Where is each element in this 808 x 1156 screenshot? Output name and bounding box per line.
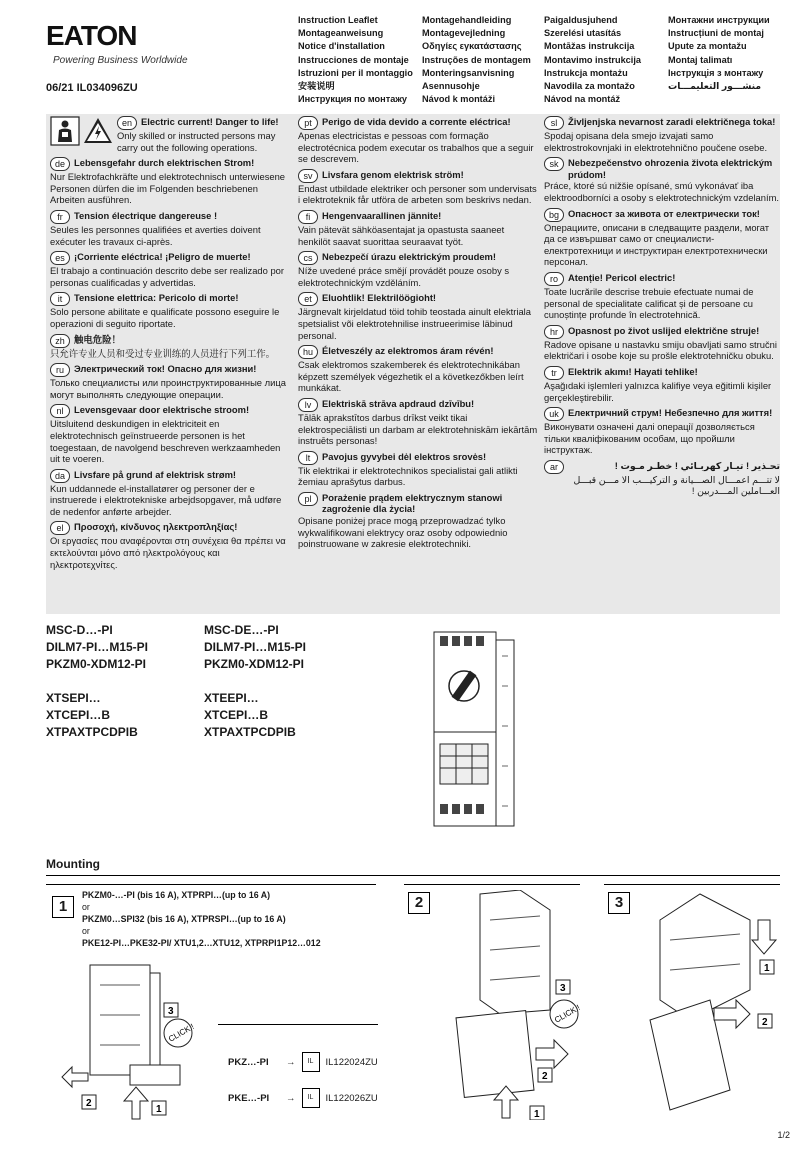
- warning-cs: cs Nebezpečí úrazu elektrickým proudem! Níže uvedené práce smějí provádět pouze osoby s elektrotechnickým vzděláním.: [298, 251, 510, 288]
- arrow-right-icon: →: [286, 1092, 296, 1104]
- qualified-person-icon: [50, 116, 80, 146]
- warning-ar: ar تحـذير ! تيـار كهربـائي ! خطـر مـوت ! لا تتـــم اعمـــال الصـــيانة و التركيـــب الا مـــن قبـــل العـــاملين المـــدربين !: [544, 460, 780, 497]
- warning-column-2: [298, 116, 538, 554]
- step-1-number: 1: [52, 896, 74, 918]
- warning-da: da Livsfare på grund af elektrisk strøm! Kun uddannede el-installatører og personer der e instruerede i elektrotekniske arbejdsopgaver, må udføre de nedenfor anførte arbejder.: [50, 468, 282, 517]
- mounting-section-title: Mounting: [46, 857, 100, 871]
- warning-el: el Προσοχή, κίνδυνος ηλεκτροπληξίας! Οι εργασίες που αναφέρονται στη συνέχεια θα πρέπει να εκτελούνται μόνο από ηλεκτρολόγους και ηλεκτροτεχνίτες.: [50, 521, 286, 570]
- warning-column-3: [544, 116, 780, 501]
- eaton-logo: [46, 22, 150, 48]
- step-2-number: 2: [408, 892, 430, 914]
- step-1-illustration: [60, 955, 200, 1120]
- reference-pke: PKE…-PI → IL IL122026ZU: [228, 1088, 378, 1108]
- warning-column-1: [50, 116, 288, 574]
- svg-text:EATON: EATON: [46, 22, 137, 48]
- svg-text:1: 1: [764, 963, 770, 974]
- step-1-rule: [46, 884, 376, 885]
- svg-text:3: 3: [168, 1006, 174, 1017]
- svg-text:2: 2: [762, 1017, 768, 1028]
- warning-fi: fi Hengenvaarallinen jännite! Vain pätevät sähköasentajat ja opastusta saaneet henkilöt saavat suorittaa seuraavat työt.: [298, 209, 505, 247]
- page-number: 1/2: [777, 1130, 790, 1140]
- warning-ro: ro Atenție! Pericol electric! Toate lucrările descrise trebuie efectuate numai de personal de specialitate calificat și de persoane cu cunoștințe profunde în electrotehnică.: [544, 271, 754, 321]
- warning-en: en Electric current! Danger to life! Only skilled or instructed persons may carry out the following operations.: [50, 116, 288, 153]
- step-1-conditions: PKZM0-…-PI (bis 16 A), XTPRPI…(up to 16 A) or PKZM0…SPI32 (bis 16 A), XTPRSPI…(up to 16 A) or PKE12-PI…PKE32-PI/ XTU1,2…XTU12, XTPRPI1P12…012: [82, 890, 321, 948]
- svg-text:CLICK !: CLICK !: [166, 1021, 196, 1044]
- warning-bg: bg Опасност за живота от електрически ток! Операциите, описани в следващите раздели, могат да се извършват само от специалисти-електротехници и инструктиран електротехнически персонал.: [544, 207, 770, 268]
- title-column-4: Монтажни инструкции Instrucțiuni de montaj Upute za montažu Montaj talimatı Інструкція з монтажу منشـــور التعليمـــات: [668, 15, 770, 92]
- model-list-left: MSC-D…-PI DILM7-PI…M15-PI PKZM0-XDM12-PI XTSEPI… XTCEPI…B XTPAXTPCDPIB: [46, 623, 149, 739]
- step-3-illustration: [630, 890, 780, 1120]
- warning-it: it Tensione elettrica: Pericolo di morte! Solo persone abilitate e qualificate possono eseguire le operazioni di seguito riportate.: [50, 292, 280, 329]
- svg-text:3: 3: [560, 983, 566, 994]
- warning-pt: pt Perigo de vida devido a corrente eléctrica! Apenas electricistas e pessoas com formação electrotécnica podem executar os trabalhos que a seguir se descrevem.: [298, 116, 534, 165]
- warning-sv: sv Livsfara genom elektrisk ström! Endast utbildade elektriker och personer som undervisats i elektroteknik får utföra de arbeten som beskrivs nedan.: [298, 168, 537, 206]
- warning-zh: zh 触电危险！ 只允许专业人员和受过专业训练的人员进行下列工作。: [50, 333, 276, 359]
- warning-ru: ru Электрический ток! Опасно для жизни! Только специалисты или проинструктированные лица могут выполнять следующие операции.: [50, 363, 286, 400]
- title-column-1: Instruction Leaflet Montageanweisung Notice d'installation Instrucciones de montaje Istruzioni per il montaggio 安装说明 Инструкция по монтажу: [298, 15, 413, 105]
- warning-sk: sk Nebezpečenstvo ohrozenia života elektrickým prúdom! Práce, ktoré sú nižšie opísané, smú vykonávať iba elektroodborníci a osoby s elektrotechnickým vzdelaním.: [544, 157, 780, 203]
- warning-fr: fr Tension électrique dangereuse ! Seules les personnes qualifiées et averties doivent exécuter les travaux ci-après.: [50, 209, 261, 247]
- section-divider: [46, 875, 780, 876]
- title-column-2: Montagehandleiding Montagevejledning Οδηγίες εγκατάστασης Instruções de montagem Monteringsanvisning Asennusohje Návod k montáži: [422, 15, 531, 105]
- tagline: Powering Business Worldwide: [53, 55, 188, 66]
- warning-de: de Lebensgefahr durch elektrischen Strom! Nur Elektrofachkräfte und elektrotechnisch unterwiesene Personen dürfen die im Folgenden beschriebenen Arbeiten ausführen.: [50, 157, 286, 206]
- electric-hazard-icon: [83, 116, 113, 146]
- step-3-number: 3: [608, 892, 630, 914]
- warning-nl: nl Levensgevaar door elektrische stroom! Uitsluitend deskundigen in elektriciteit en elektrotechnisch geïnstrueerde personen is het toegestaan, de navolgend beschreven werkzaamheden uit te voeren.: [50, 404, 281, 465]
- warning-es: es ¡Corriente eléctrica! ¡Peligro de muerte! El trabajo a continuación descrito debe ser realizado por personas cualificadas y advertidas.: [50, 251, 284, 288]
- warning-pl: pl Porażenie prądem elektrycznym stanowi zagrożenie dla życia! Opisane poniżej prace mogą przeprowadzać tylko wykwalifikowani elektrycy oraz osoby odpowiednio poinstruowane w zakresie elektrotechniki.: [298, 491, 508, 550]
- warning-sl: sl Življenjska nevarnost zaradi električnega toka! Spodaj opisana dela smejo izvajati samo elektrostrokovnjaki in elektrotehnično poučene osebe.: [544, 116, 776, 153]
- document-icon: IL: [302, 1088, 320, 1108]
- step-2-rule: [404, 884, 580, 885]
- document-number: 06/21 IL034096ZU: [46, 82, 138, 94]
- step-2-illustration: [440, 890, 590, 1120]
- motor-starter-illustration: [426, 626, 522, 840]
- warning-lt: lt Pavojus gyvybei dėl elektros srovės! Tik elektrikai ir elektrotechnikos specialistai gali atlikti žemiau aprašytus darbus.: [298, 450, 518, 488]
- warning-uk: uk Електричний струм! Небезпечно для життя! Виконувати означені далі операції дозволяється тільки кваліфікованим особам, що пройшли інструктаж.: [544, 407, 773, 456]
- warning-hu: hu Életveszély az elektromos áram révén! Csak elektromos szakemberek és elektrotechnikában képzett személyek végezhetik el a következőkben leírt munkákat.: [298, 345, 524, 394]
- svg-text:1: 1: [156, 1104, 162, 1115]
- reference-pkz: PKZ…-PI → IL IL122024ZU: [228, 1052, 378, 1072]
- svg-text:2: 2: [542, 1071, 548, 1082]
- svg-text:1: 1: [534, 1109, 540, 1120]
- svg-text:2: 2: [86, 1098, 92, 1109]
- model-list-right: MSC-DE…-PI DILM7-PI…M15-PI PKZM0-XDM12-PI XTEEPI… XTCEPI…B XTPAXTPCDPIB: [204, 623, 307, 739]
- warning-et: et Eluohtlik! Elektrilöögioht! Järgnevalt kirjeldatud töid tohib teostada ainult elektriala spetsialist või elektrotehnilise instrueerimise läbinud personal.: [298, 292, 531, 341]
- svg-text:CLICK !: CLICK !: [552, 1002, 582, 1025]
- lang-badge: en: [117, 116, 137, 130]
- document-icon: IL: [302, 1052, 320, 1072]
- step-3-rule: [604, 884, 780, 885]
- title-column-3: Paigaldusjuhend Szerelési utasítás Montāžas instrukcija Montavimo instrukcija Instrukcja montażu Navodila za montažo Návod na montáž: [544, 15, 641, 105]
- warning-hr: hr Opasnost po život uslijed električne struje! Radove opisane u nastavku smiju obavljati samo stručni električari i osobe koje su prošle elektrotehničku obuku.: [544, 324, 777, 362]
- warning-lv: lv Elektriskā strāva apdraud dzīvību! Tālāk aprakstītos darbus drīkst veikt tikai elektrospeciālisti un darbam ar elektrotehniskām iekārtām instruēts personas!: [298, 397, 538, 447]
- warning-tr: tr Elektrik akımı! Hayati tehlike! Aşağıdaki işlemleri yalnızca kalifiye veya eğitimli kişiler gerçekleştirebilir.: [544, 365, 772, 403]
- arrow-right-icon: →: [286, 1056, 296, 1068]
- refs-rule-top: [218, 1024, 378, 1025]
